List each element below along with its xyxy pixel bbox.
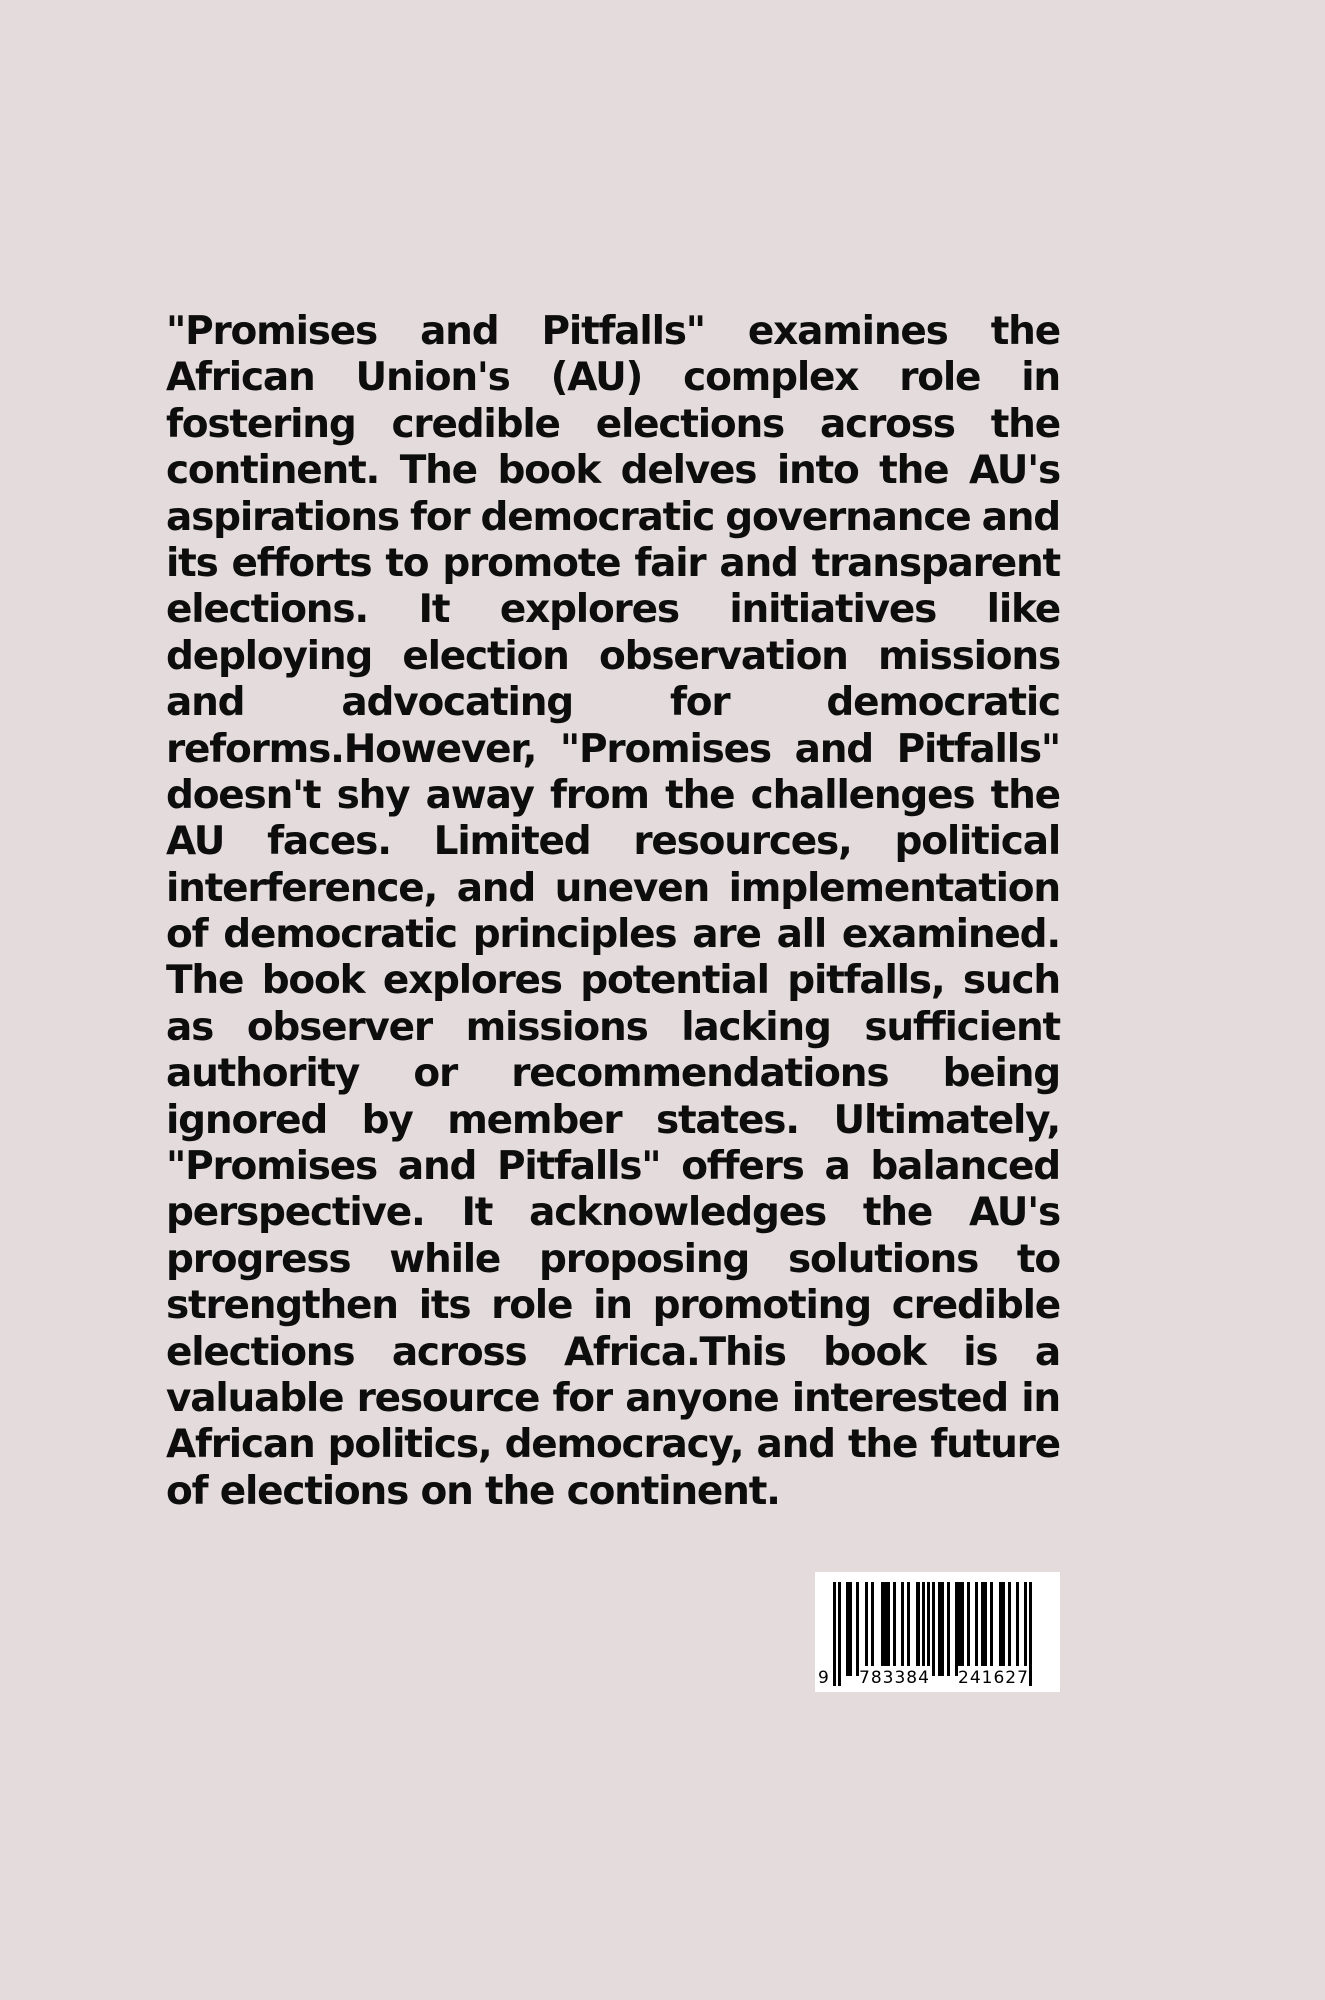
barcode-left-group: 783384	[859, 1668, 930, 1688]
barcode-right-group: 241627	[958, 1668, 1029, 1688]
back-cover-blurb	[166, 309, 1060, 1515]
blurb-line: African Union's (AU) complex role in	[166, 355, 1060, 401]
barcode-first-digit: 9	[818, 1668, 829, 1688]
blurb-line: reforms.However, "Promises and Pitfalls"	[166, 726, 1060, 772]
blurb-line: aspirations for democratic governance and	[166, 494, 1060, 540]
blurb-line: African politics, democracy, and the future	[166, 1422, 1060, 1468]
blurb-line: its efforts to promote fair and transparent	[166, 540, 1060, 586]
isbn-barcode	[815, 1572, 1060, 1692]
blurb-line: The book explores potential pitfalls, such	[166, 958, 1060, 1004]
blurb-line: as observer missions lacking sufficient	[166, 1004, 1060, 1050]
blurb-line: of elections on the continent.	[166, 1468, 780, 1514]
blurb-line: perspective. It acknowledges the AU's	[166, 1190, 1060, 1236]
blurb-line: strengthen its role in promoting credible	[166, 1283, 1060, 1329]
blurb-line: elections. It explores initiatives like	[166, 587, 1060, 633]
blurb-line: fostering credible elections across the	[166, 401, 1060, 447]
blurb-line: "Promises and Pitfalls" offers a balanced	[166, 1144, 1060, 1190]
blurb-line: elections across Africa.This book is a	[166, 1329, 1060, 1375]
blurb-line: "Promises and Pitfalls" examines the	[166, 309, 1060, 354]
blurb-line: progress while proposing solutions to	[166, 1236, 1060, 1282]
blurb-line: of democratic principles are all examined.	[166, 912, 1060, 958]
blurb-line: continent. The book delves into the AU's	[166, 448, 1060, 494]
blurb-line: valuable resource for anyone interested in	[166, 1375, 1060, 1421]
blurb-line: AU faces. Limited resources, political	[166, 819, 1060, 865]
blurb-line: and advocating for democratic	[166, 680, 1060, 726]
blurb-line: deploying election observation missions	[166, 633, 1060, 679]
blurb-line: ignored by member states. Ultimately,	[166, 1097, 1060, 1143]
barcode-digits	[815, 1666, 1060, 1692]
blurb-line: doesn't shy away from the challenges the	[166, 772, 1060, 818]
blurb-line: interference, and uneven implementation	[166, 865, 1060, 911]
blurb-line: authority or recommendations being	[166, 1051, 1060, 1097]
